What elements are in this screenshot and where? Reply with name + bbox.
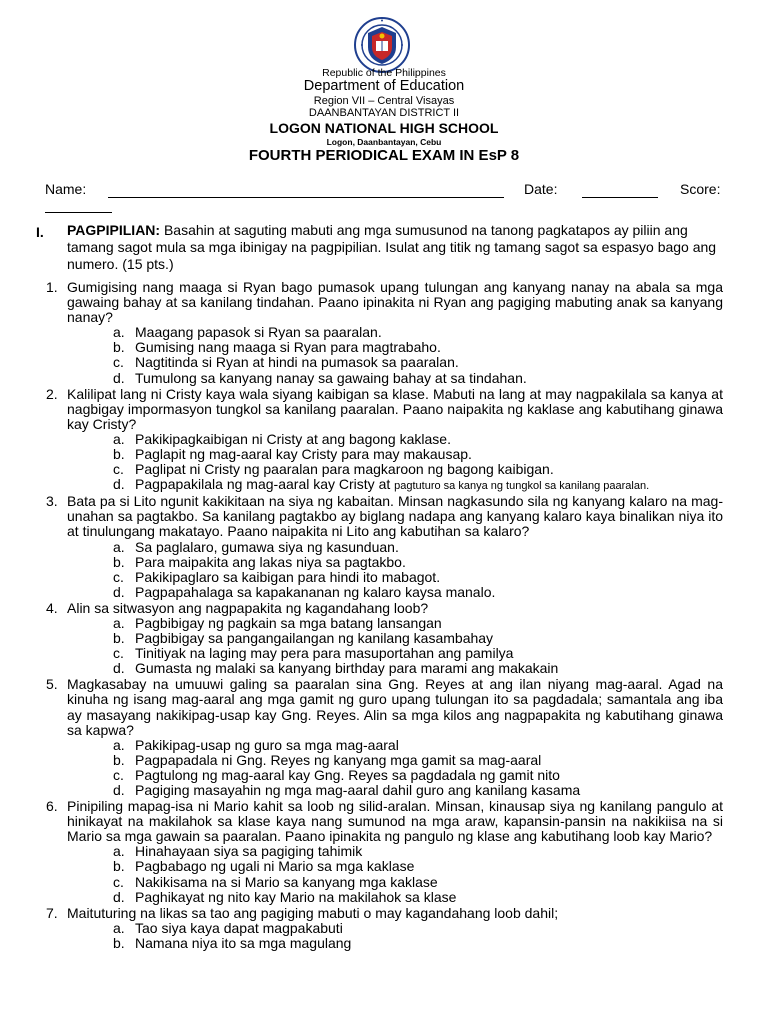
- option-text: Pagiging masayahin ng mga mag-aaral dahil guro ang kanilang kasama: [135, 782, 581, 798]
- question-number: 7.: [46, 904, 58, 921]
- option-letter: a.: [113, 919, 125, 936]
- section-number: I.: [36, 224, 44, 240]
- option-item: [0, 936, 723, 951]
- score-label: Score:: [680, 181, 721, 197]
- option-text: Pakikipaglaro sa kaibigan para hindi ito mabagot.: [135, 568, 441, 585]
- name-label: Name:: [45, 181, 87, 197]
- option-letter: b.: [113, 858, 125, 875]
- question-text: Gumigising nang maaga si Ryan bago pumasok upang tulungan ang kanyang nanay na abala sa mga gawaing bahay at sa kanilang tindahan. Paano ipinakita ni Ryan ang pagiging mabuting anak sa kanyang nanay?: [67, 279, 723, 326]
- option-text: Namana niya ito sa mga magulang: [135, 934, 352, 951]
- question-item: [0, 677, 723, 798]
- option-letter: a.: [113, 538, 125, 555]
- option-letter: b.: [113, 630, 125, 647]
- republic-line: Republic of the Philippines: [322, 67, 446, 79]
- option-text: Pagpapakilala ng mag-aaral kay Cristy at: [135, 476, 391, 493]
- question-number: 4.: [46, 599, 58, 616]
- exam-title: FOURTH PERIODICAL EXAM IN EsP 8: [248, 147, 520, 164]
- question-text: Pinipiling mapag-isa ni Mario kahit sa loob ng silid-aralan. Minsan, kinausap siya ng kanilang pangulo at hinikayat na makilahok sa klase kaya nang sumunod na mga araw, kapansin-pansin na nakikiisa na si Mario sa mga gawain sa paaralan. Paano ipinakita ng pangulo ng klase ang kabutihang loob kay Mario?: [67, 798, 723, 845]
- option-letter: c.: [113, 645, 124, 662]
- option-text: Nakikisama na si Mario sa kanyang mga kaklase: [135, 873, 438, 890]
- option-item: [0, 570, 723, 585]
- option-text: Gumising nang maaga si Ryan para magtrabaho.: [135, 339, 441, 356]
- option-item: [0, 540, 723, 555]
- option-letter: d.: [113, 583, 125, 600]
- option-letter: c.: [113, 461, 124, 478]
- option-item: [0, 921, 723, 936]
- option-text: Pagbabago ng ugali ni Mario sa mga kaklase: [135, 858, 415, 875]
- option-letter: d.: [113, 782, 125, 798]
- option-letter: c.: [113, 766, 124, 783]
- score-field-line[interactable]: [45, 211, 112, 213]
- option-item: [0, 661, 723, 676]
- option-text: Pagpapadala ni Gng. Reyes ng kanyang mga gamit sa mag-aaral: [135, 751, 542, 768]
- option-item: [0, 875, 723, 890]
- question-item: [0, 280, 723, 386]
- option-item: [0, 447, 723, 462]
- option-text: Tao siya kaya dapat magpakabuti: [135, 919, 343, 936]
- school-address: Logon, Daanbantayan, Cebu: [326, 137, 442, 147]
- option-list: [0, 738, 723, 798]
- option-list: [0, 921, 723, 951]
- option-list: [0, 844, 723, 904]
- question-list: [0, 280, 768, 952]
- school-name: LOGON NATIONAL HIGH SCHOOL: [269, 120, 499, 136]
- option-item: [0, 631, 723, 646]
- name-field-line[interactable]: [108, 196, 504, 198]
- option-item: [0, 859, 723, 874]
- question-text: Kalilipat lang ni Cristy kaya wala siyang kaibigan sa klase. Mabuti na lang at may nagpakilala sa kanya at nagbigay impormasyon tungkol sa kanilang paaralan. Paano naipakita ng kaklase ang kabutihang ginawa kay Cristy?: [67, 385, 723, 432]
- option-text: Paghikayat ng nito kay Mario na makilahok sa klase: [135, 888, 457, 905]
- question-text: Magkasabay na umuuwi galing sa paaralan sina Gng. Reyes at ang ilan niyang mag-aaral. Agad na kinuha ng isang mag-aaral ang mga gamit ng guro upang tulungan ito sa pagdadala; samantala ang iba ay masayang nakikipag-usap kay Gng. Reyes. Alin sa mga kilos ang nagpapakita ng kabutihang ginawa sa kapwa?: [67, 676, 723, 738]
- option-letter: d.: [113, 369, 125, 386]
- option-item: [0, 477, 723, 493]
- option-letter: a.: [113, 430, 125, 447]
- option-item: [0, 432, 723, 447]
- option-text: Tumulong sa kanyang nanay sa gawaing bahay at sa tindahan.: [135, 369, 527, 386]
- deped-seal-icon: [354, 17, 410, 73]
- option-text: Hinahayaan siya sa pagiging tahimik: [135, 843, 363, 860]
- option-item: [0, 753, 723, 768]
- option-item: [0, 890, 723, 905]
- option-text: Gumasta ng malaki sa kanyang birthday para marami ang makakain: [135, 660, 559, 677]
- option-item: [0, 585, 723, 600]
- department-line: Department of Education: [303, 78, 465, 94]
- option-letter: b.: [113, 339, 125, 356]
- option-item: [0, 325, 723, 340]
- question-number: 6.: [46, 798, 58, 815]
- option-text: Pakikipagkaibigan ni Cristy at ang bagong kaklase.: [135, 430, 451, 447]
- instruction-text: Basahin at saguting mabuti ang mga sumusunod na tanong pagkatapos ay piliin ang tamang sagot mula sa mga ibinigay na pagpipilian. Isulat ang titik ng tamang sagot sa espasyo bago ang numero. (15 pts.): [67, 222, 717, 272]
- option-letter: c.: [113, 873, 124, 890]
- option-text: Paglapit ng mag-aaral kay Cristy para may makausap.: [135, 446, 472, 463]
- question-number: 1.: [46, 279, 58, 295]
- option-item: [0, 768, 723, 783]
- question-text: Bata pa si Lito ngunit kakikitaan na siya ng kabaitan. Minsan nagkasundo sila ng kanyang kalaro na mag-unahan sa pagtakbo. Sa kanilang pagtakbo ay biglang nadapa ang kanyang kalaro kaya binalikan niya ito at tinulungang makatayo. Paano naipakita ni Lito ang kabutihan sa kalaro?: [67, 493, 723, 540]
- question-number: 5.: [46, 676, 58, 693]
- option-item: [0, 844, 723, 859]
- option-item: [0, 462, 723, 477]
- question-item: [0, 799, 723, 905]
- option-item: [0, 783, 723, 798]
- option-letter: b.: [113, 751, 125, 768]
- option-text: Pagpapahalaga sa kapakananan ng kalaro kaysa manalo.: [135, 583, 496, 600]
- option-text: Pagbibigay ng pagkain sa mga batang lansangan: [135, 614, 442, 631]
- option-letter: a.: [113, 324, 125, 341]
- option-letter: c.: [113, 354, 124, 371]
- option-list: [0, 540, 723, 600]
- question-item: [0, 601, 723, 676]
- option-letter: d.: [113, 660, 125, 677]
- date-label: Date:: [524, 181, 558, 197]
- option-item: [0, 738, 723, 753]
- option-text: Maagang papasok si Ryan sa paaralan.: [135, 324, 382, 341]
- region-line: Region VII – Central Visayas: [313, 95, 455, 107]
- option-letter: a.: [113, 736, 125, 753]
- option-item: [0, 371, 723, 386]
- section-instruction: [67, 222, 725, 273]
- option-item: [0, 646, 723, 661]
- option-letter: d.: [113, 476, 125, 493]
- date-field-line[interactable]: [582, 196, 658, 198]
- option-text: Pakikipag-usap ng guro sa mga mag-aaral: [135, 736, 399, 753]
- option-item: [0, 616, 723, 631]
- option-text: Tinitiyak na laging may pera para masuportahan ang pamilya: [135, 645, 514, 662]
- option-item: [0, 340, 723, 355]
- question-item: [0, 387, 723, 494]
- question-number: 3.: [46, 493, 58, 510]
- question-number: 2.: [46, 385, 58, 402]
- option-letter: b.: [113, 446, 125, 463]
- option-letter: b.: [113, 553, 125, 570]
- option-list: [0, 432, 723, 493]
- option-letter: b.: [113, 934, 125, 951]
- option-letter: a.: [113, 614, 125, 631]
- option-text: Pagtulong ng mag-aaral kay Gng. Reyes sa pagdadala ng gamit nito: [135, 766, 560, 783]
- option-list: [0, 616, 723, 676]
- option-list: [0, 325, 723, 385]
- option-letter: d.: [113, 888, 125, 905]
- section-label: PAGPIPILIAN:: [67, 222, 161, 238]
- option-text: Para maipakita ang lakas niya sa pagtakbo.: [135, 553, 406, 570]
- option-letter: c.: [113, 568, 124, 585]
- option-text: Pagbibigay sa pangangailangan ng kanilang kasambahay: [135, 630, 494, 647]
- question-item: [0, 906, 723, 951]
- question-item: [0, 494, 723, 600]
- option-text: Sa paglalaro, gumawa siya ng kasunduan.: [135, 538, 399, 555]
- question-text: Alin sa sitwasyon ang nagpapakita ng kagandahang loob?: [67, 599, 429, 616]
- option-item: [0, 555, 723, 570]
- district-line: DAANBANTAYAN DISTRICT II: [308, 107, 460, 119]
- option-text: Paglipat ni Cristy ng paaralan para magkaroon ng bagong kaibigan.: [135, 461, 554, 478]
- option-letter: a.: [113, 843, 125, 860]
- option-text: Nagtitinda si Ryan at hindi na pumasok sa paaralan.: [135, 354, 459, 371]
- option-item: [0, 355, 723, 370]
- option-text-small: pagtuturo sa kanya ng tungkol sa kanilang paaralan.: [394, 480, 650, 493]
- question-text: Maituturing na likas sa tao ang pagiging mabuti o may kagandahang loob dahil;: [67, 904, 559, 921]
